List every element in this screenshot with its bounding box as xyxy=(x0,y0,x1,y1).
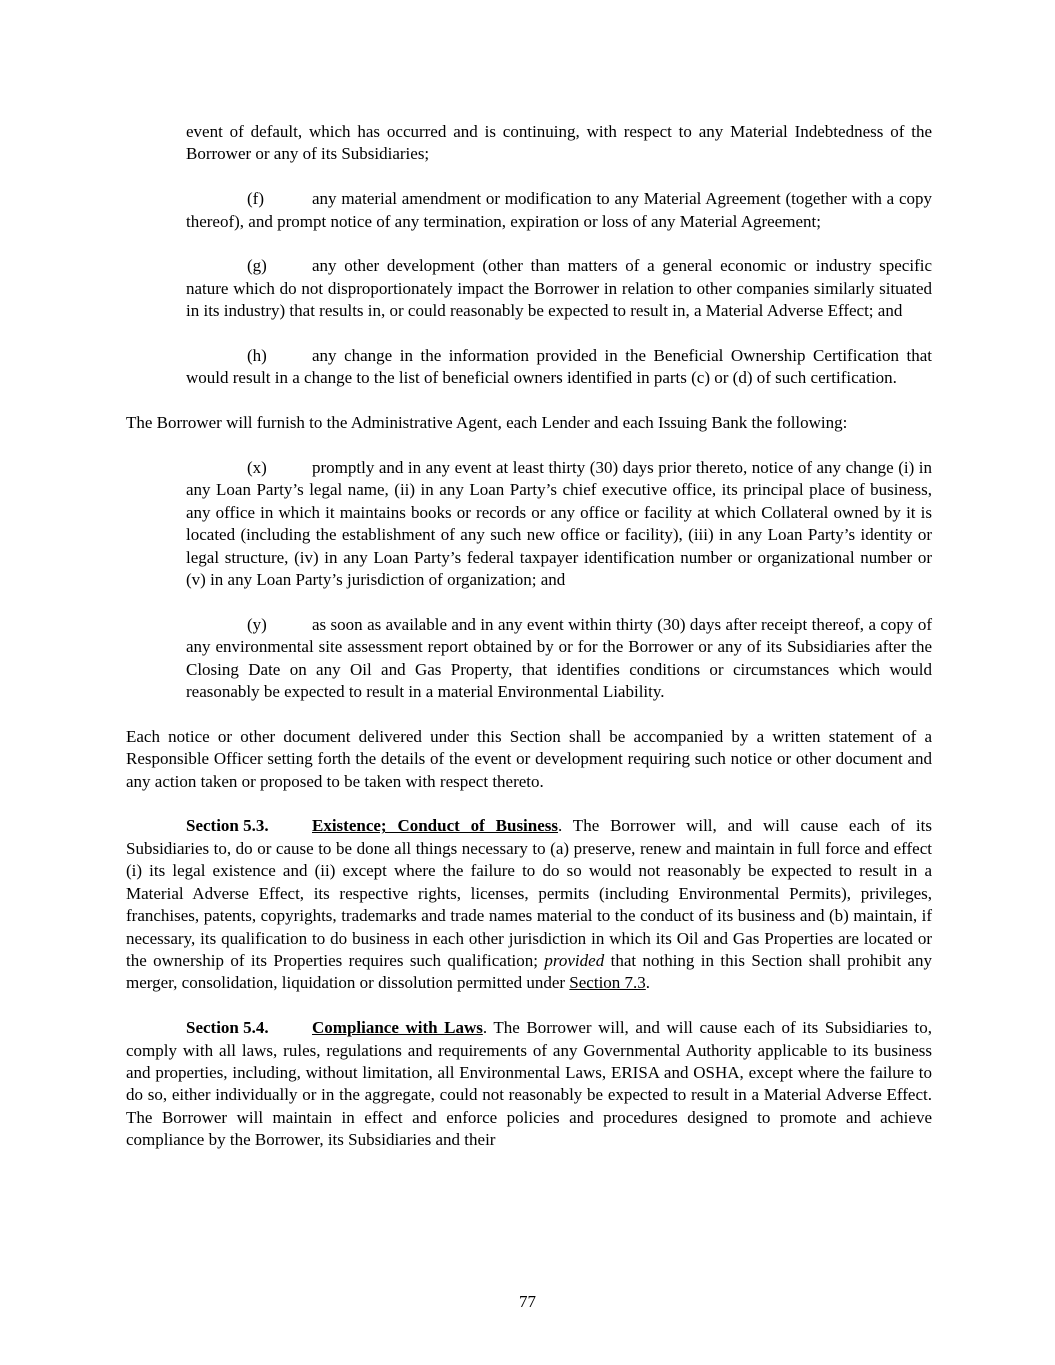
text-segment: event of default, which has occurred and is continuing, with respect to any Material Indebtedness of the Borrower or any of its Subsidiaries; xyxy=(186,122,932,164)
paragraph xyxy=(186,255,932,322)
document-body xyxy=(126,121,932,1152)
text-segment: any material amendment or modification to any Material Agreement (together with a copy thereof), and prompt notice of any termination, expiration or loss of any Material Agreement; xyxy=(186,189,932,231)
page-number: 77 xyxy=(519,1292,536,1311)
paragraph xyxy=(186,121,932,166)
page-footer xyxy=(0,1291,1055,1313)
text-segment: Each notice or other document delivered under this Section shall be accompanied by a written statement of a Responsible Officer setting forth the details of the event or development requiring such notice or other document and any action taken or proposed to be taken with respect thereto. xyxy=(126,726,932,791)
section-number: Section 5.4. xyxy=(186,1018,269,1038)
text-segment: provided xyxy=(544,950,605,970)
paragraph xyxy=(126,726,932,793)
clause-label: (x) xyxy=(247,458,267,478)
paragraph xyxy=(126,412,932,434)
text-segment: promptly and in any event at least thirty (30) days prior thereto, notice of any change (i) in any Loan Party’s legal name, (ii) in any Loan Party’s chief executive office, its principal place of business, any office in which it maintains books or records or any office or facility at which Collateral owned by it is located (including the establishment of any such new office or facility), (iii) in any Loan Party’s identity or legal structure, (iv) in any Loan Party’s federal taxpayer identification number or organizational number or (v) in any Loan Party’s jurisdiction of organization; and xyxy=(186,458,932,590)
clause-label: (f) xyxy=(247,189,264,209)
text-segment: that nothing in this Section shall prohibit any merger, consolidation, liquidation or dissolution permitted under xyxy=(126,950,932,993)
paragraph xyxy=(186,345,932,390)
text-segment: The Borrower will furnish to the Administrative Agent, each Lender and each Issuing Bank the following: xyxy=(126,413,848,433)
text-segment: . The Borrower will, and will cause each of its Subsidiaries to, do or cause to be done all things necessary to (a) preserve, renew and maintain in full force and effect (i) its legal existence and (ii) except where the failure to do so would not reasonably be expected to result in a Material Adverse Effect, its respective rights, licenses, permits (including Environmental Permits), privileges, franchises, patents, copyrights, trademarks and trade names material to the conduct of its business and (b) maintain, if necessary, its qualification to do business in each other jurisdiction in which its Oil and Gas Properties are located or the ownership of its Properties requires such qualification; xyxy=(126,816,932,970)
section-heading: Compliance with Laws xyxy=(312,1018,483,1038)
text-segment: as soon as available and in any event within thirty (30) days after receipt thereof, a copy of any environmental site assessment report obtained by or for the Borrower or any of its Subsidiaries after the Closing Date on any Oil and Gas Property, that identifies conditions or circumstances which would reasonably be expected to result in a material Environmental Liability. xyxy=(186,614,932,702)
text-segment: . The Borrower will, and will cause each of its Subsidiaries to, comply with all laws, rules, regulations and requirements of any Governmental Authority applicable to its business and properties, including, without limitation, all Environmental Laws, ERISA and OSHA, except where the failure to do so, either individually or in the aggregate, could not reasonably be expected to result in a Material Adverse Effect. The Borrower will maintain in effect and enforce policies and procedures designed to promote and achieve compliance by the Borrower, its Subsidiaries and their xyxy=(126,1018,932,1150)
text-segment: Section 7.3 xyxy=(569,973,646,993)
paragraph xyxy=(186,614,932,704)
clause-label: (y) xyxy=(247,614,267,634)
section-paragraph xyxy=(126,1017,932,1151)
paragraph xyxy=(186,188,932,233)
paragraph xyxy=(186,457,932,591)
text-segment: any change in the information provided in the Beneficial Ownership Certification that would result in a change to the list of beneficial owners identified in parts (c) or (d) of such certification. xyxy=(186,346,932,388)
clause-label: (h) xyxy=(247,346,267,366)
clause-label: (g) xyxy=(247,256,267,276)
section-number: Section 5.3. xyxy=(186,816,269,836)
text-segment: . xyxy=(645,973,651,993)
text-segment: any other development (other than matters of a general economic or industry specific nature which do not disproportionately impact the Borrower in relation to other companies similarly situated in its industry) that results in, or could reasonably be expected to result in, a Material Adverse Effect; and xyxy=(186,256,932,321)
section-heading: Existence; Conduct of Business xyxy=(312,816,559,836)
section-paragraph xyxy=(126,815,932,994)
